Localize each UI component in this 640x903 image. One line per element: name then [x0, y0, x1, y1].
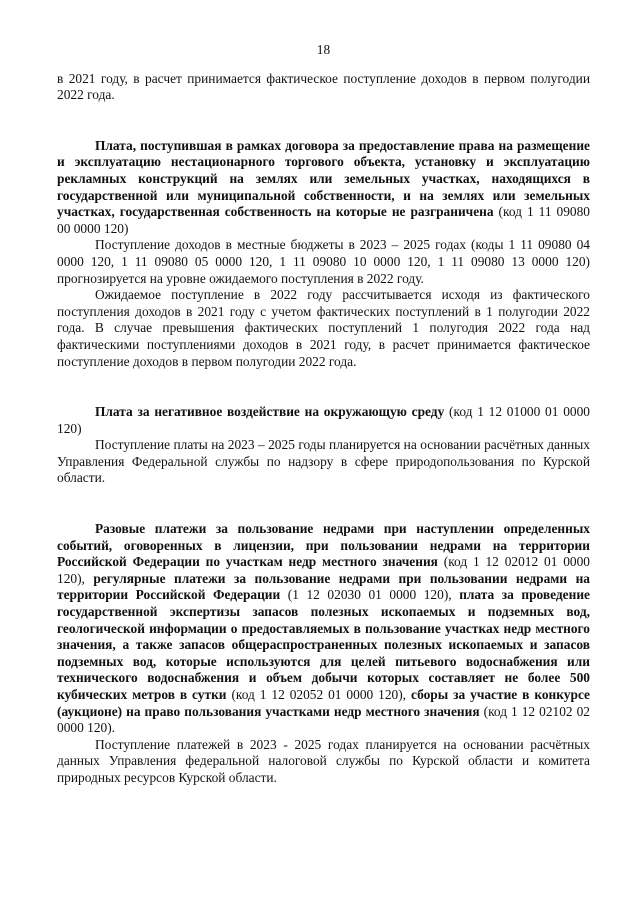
section-heading-environment	[57, 404, 590, 437]
paragraph-6: Поступление платы на 2023 – 2025 годы планируется на основании расчётных данных Управления Федеральной службы по надзору в сфере природопользования по Курской области.	[57, 437, 590, 486]
heading-code: (код 1 11 09080 00 0000 120)	[57, 204, 590, 236]
heading-code-4: (код 1 12 02102 02 0000 120).	[57, 703, 590, 736]
paragraph-1: в 2021 году, в расчет принимается фактическое поступление доходов в первом полугодии 2022 года.	[57, 70, 590, 103]
paragraph-4: Ожидаемое поступление в 2022 году рассчитывается исходя из фактического поступления доходов в 2021 году с учетом фактических поступлений в 1 полугодии 2022 года. В случае превышения фактических поступлений 1 полугодия 2022 года над фактическими поступлениями доходов в 2021 году, в расчет принимается фактическое поступление доходов в первом полугодии 2022 года.	[57, 287, 590, 369]
heading-code: (код 1 12 01000 01 0000 120)	[57, 404, 590, 436]
heading-code-2: (1 12 02030 01 0000 120),	[280, 587, 460, 603]
heading-code-1: (код 1 12 02012 01 0000 120),	[57, 554, 590, 586]
heading-bold-text-2: регулярные платежи за пользование недрами при пользовании недрами на территории Российской Федерации	[57, 570, 590, 603]
heading-bold-text-3: плата за проведение государственной экспертизы запасов полезных ископаемых и подземных вод, геологической информации о предоставляемых в пользование участках недр местного значения, а также запасов общераспространенных полезных ископаемых и запасов подземных вод, которые используются для целей питьевого водоснабжения или технического водоснабжения и объем добычи которых составляет не более 500 кубических метров в сутки	[57, 587, 590, 702]
spacer	[57, 370, 590, 387]
spacer	[57, 104, 590, 121]
spacer	[57, 487, 590, 504]
spacer	[57, 504, 590, 521]
section-heading-nonstationary-trade	[57, 138, 590, 238]
heading-bold-text: Плата за негативное воздействие на окружающую среду	[95, 404, 445, 420]
paragraph-3: Поступление доходов в местные бюджеты в 2023 – 2025 годах (коды 1 11 09080 04 0000 120, 1 11 09080 05 0000 120, 1 11 09080 10 0000 120, 1 11 09080 13 0000 120) прогнозируется на уровне ожидаемого поступления в 2022 году.	[57, 237, 590, 286]
heading-bold-text-4: сборы за участие в конкурсе (аукционе) на право пользования участками недр местного значения	[57, 687, 590, 719]
page-number: 18	[316, 42, 331, 57]
spacer	[57, 121, 590, 138]
spacer	[57, 387, 590, 404]
heading-bold-text: Плата, поступившая в рамках договора за предоставление права на размещение и эксплуатацию нестационарного торгового объекта, установку и эксплуатацию рекламных конструкций на землях или земельных участках, находящихся в государственной или муниципальной собственности, и на землях или земельных участках, государственная собственность на которые не разграничена	[57, 137, 590, 220]
heading-bold-text-1: Разовые платежи за пользование недрами при наступлении определенных событий, оговоренных в лицензии, при пользовании недрами на территории Российской Федерации по участкам недр местного значения	[57, 521, 590, 570]
paragraph-8: Поступление платежей в 2023 - 2025 годах планируется на основании расчётных данных Управления федеральной налоговой службы по Курской области и комитета природных ресурсов Курской области.	[57, 736, 590, 785]
document-page	[57, 42, 590, 787]
section-heading-subsoil	[57, 521, 590, 737]
heading-code-3: (код 1 12 02052 01 0000 120),	[226, 687, 411, 702]
